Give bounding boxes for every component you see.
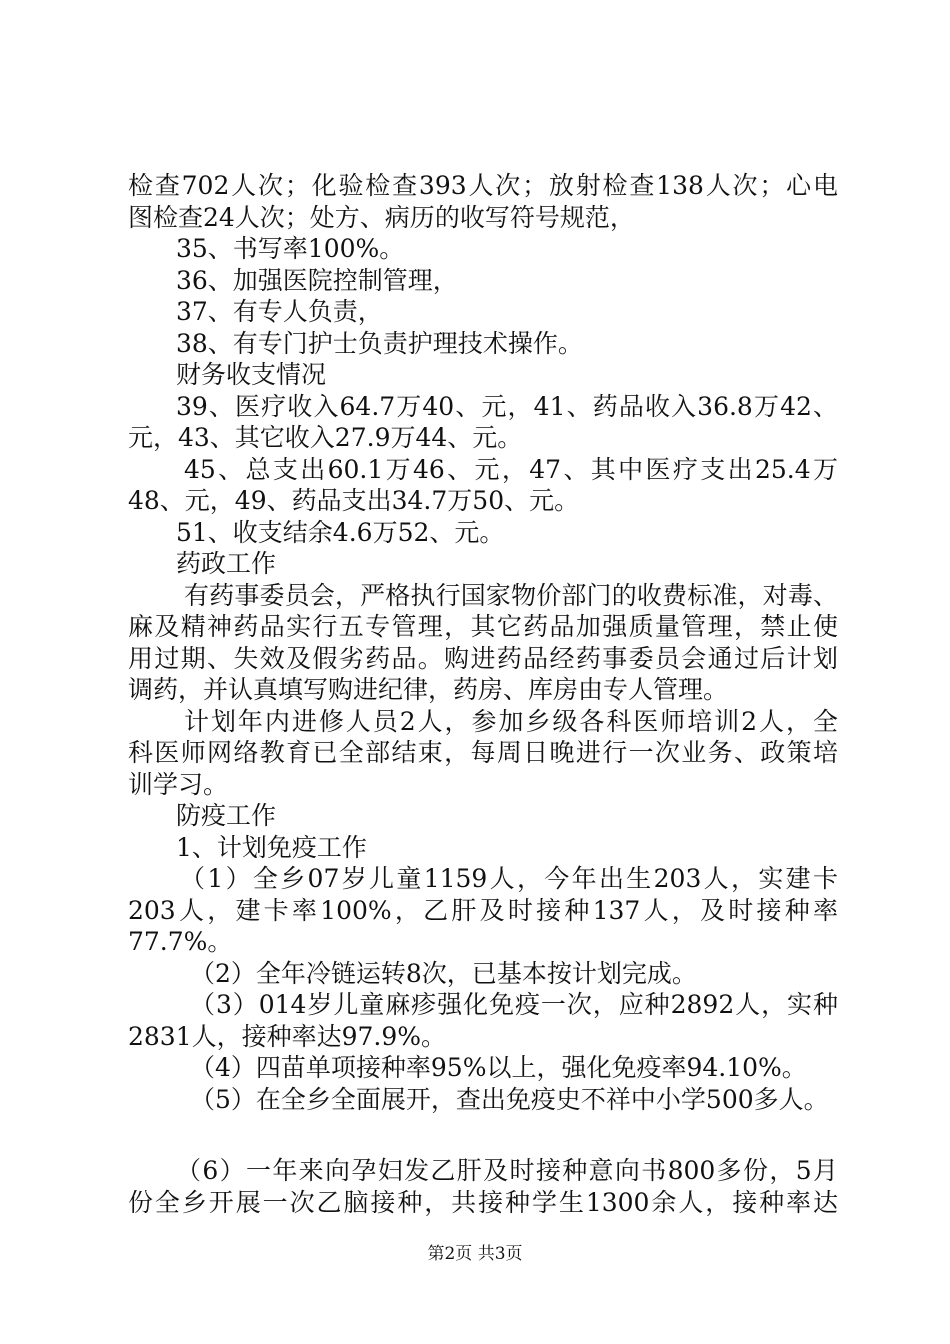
text-line: 用过期、失效及假劣药品。购进药品经药事委员会通过后计划	[128, 643, 838, 673]
text-line: （5）在全乡全面展开，查出免疫史不祥中小学500多人。	[190, 1084, 829, 1114]
text-line: 份全乡开展一次乙脑接种，共接种学生1300余人，接种率达	[128, 1187, 838, 1217]
text-line: 203人，建卡率100%，乙肝及时接种137人，及时接种率	[128, 895, 838, 925]
text-line: （4）四苗单项接种率95%以上，强化免疫率94.10%。	[190, 1053, 807, 1082]
text-line: 图检查24人次；处方、病历的收写符号规范，	[128, 202, 635, 232]
text-line: 检查702人次；化验检查393人次；放射检查138人次；心电	[128, 171, 838, 200]
text-line: 51、收支结余4.6万52、元。	[176, 517, 505, 547]
text-line: 48、元，49、药品支出34.7万50、元。	[128, 486, 580, 515]
text-line: 科医师网络教育已全部结束，每周日晚进行一次业务、政策培	[128, 738, 838, 767]
page-number-footer: 第2页 共3页	[427, 1244, 523, 1264]
section-heading: 药政工作	[176, 549, 277, 578]
text-line: 元，43、其它收入27.9万44、元。	[128, 423, 523, 452]
text-line: （6）一年来向孕妇发乙肝及时接种意向书800多份，5月	[176, 1156, 838, 1185]
text-line: 调药，并认真填写购进纪律，药房、库房由专人管理。	[128, 675, 729, 704]
text-line: 77.7%。	[128, 927, 233, 956]
subsection-heading: 1、计划免疫工作	[176, 832, 367, 862]
text-line: 2831人，接种率达97.9%。	[128, 1021, 447, 1051]
section-heading: 财务收支情况	[176, 360, 327, 389]
text-line: 训学习。	[128, 769, 229, 799]
section-heading: 防疫工作	[176, 801, 277, 830]
text-line: 37、有专人负责，	[176, 297, 383, 326]
text-line: 45、总支出60.1万46、元，47、其中医疗支出25.4万	[184, 454, 838, 484]
text-line: （2）全年冷链运转8次，已基本按计划完成。	[190, 958, 697, 988]
text-line: 有药事委员会，严格执行国家物价部门的收费标准，对毒、	[184, 580, 838, 610]
text-line: 麻及精神药品实行五专管理，其它药品加强质量管理，禁止使	[128, 612, 838, 641]
text-line: 36、加强医院控制管理，	[176, 265, 458, 295]
text-line: 计划年内进修人员2人，参加乡级各科医师培训2人，全	[184, 706, 838, 736]
text-line: 35、书写率100%。	[176, 234, 405, 263]
document-body	[128, 170, 838, 1218]
text-line: 39、医疗收入64.7万40、元，41、药品收入36.8万42、	[176, 391, 838, 421]
paragraph-gap	[128, 1115, 838, 1155]
text-line: （3）014岁儿童麻疹强化免疫一次，应种2892人，实种	[190, 990, 838, 1019]
text-line: 38、有专门护士负责护理技术操作。	[176, 328, 583, 358]
text-line: （1）全乡07岁儿童1159人，今年出生203人，实建卡	[180, 864, 838, 893]
